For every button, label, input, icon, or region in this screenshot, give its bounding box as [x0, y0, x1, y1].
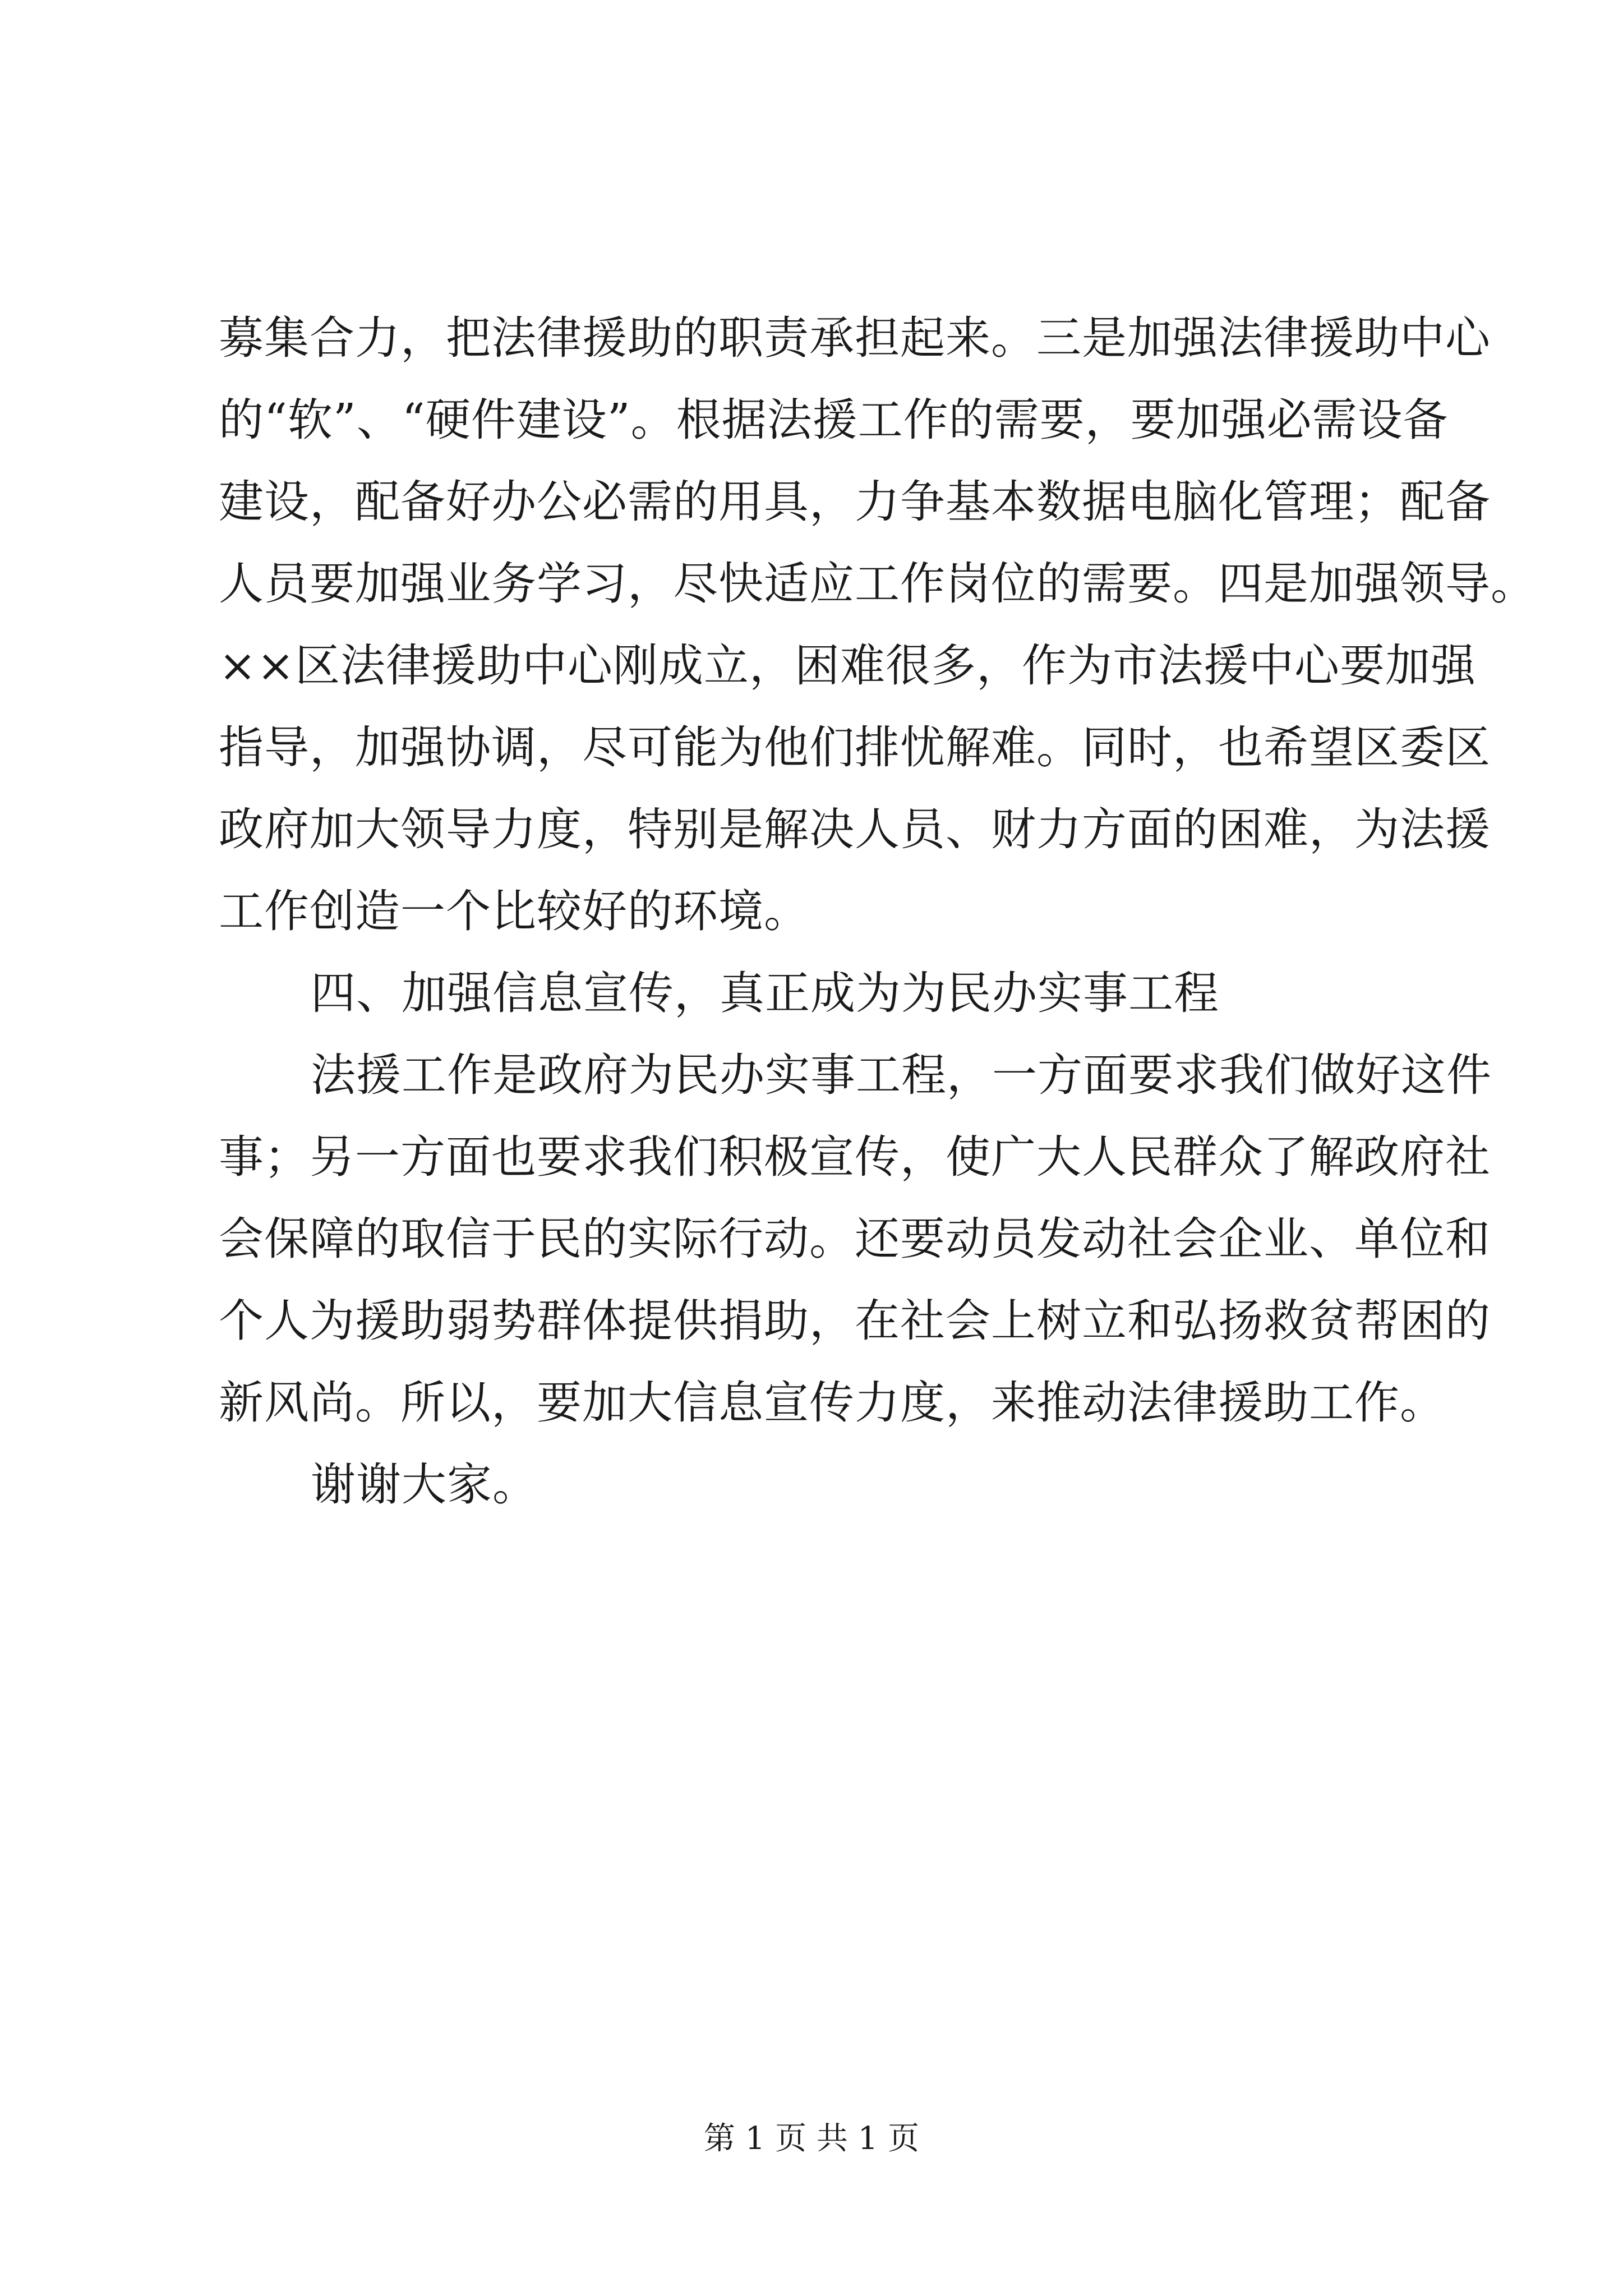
text-line: 建设，配备好办公必需的用具，力争基本数据电脑化管理；配备 [219, 476, 1491, 528]
section-heading: 四、加强信息宣传，真正成为为民办实事工程 [311, 967, 1219, 1019]
text-line: 指导，加强协调，尽可能为他们排忧解难。同时，也希望区委区 [219, 721, 1491, 774]
text-line: 法援工作是政府为民办实事工程，一方面要求我们做好这件 [311, 1049, 1492, 1101]
text-line: 募集合力，把法律援助的职责承担起来。三是加强法律援助中心 [219, 312, 1491, 364]
text-line: 会保障的取信于民的实际行动。还要动员发动社会企业、单位和 [219, 1213, 1491, 1265]
text-line: 政府加大领导力度，特别是解决人员、财力方面的困难，为法援 [219, 803, 1491, 855]
text-line: 事；另一方面也要求我们积极宣传，使广大人民群众了解政府社 [219, 1131, 1491, 1183]
body-text [219, 297, 1536, 1526]
closing-line: 谢谢大家。 [311, 1458, 538, 1511]
text-line: 人员要加强业务学习，尽快适应工作岗位的需要。四是加强领导。 [219, 558, 1536, 610]
text-line: 工作创造一个比较好的环境。 [219, 885, 809, 937]
text-line: 的“软”、“硬件建设”。根据法援工作的需要，要加强必需设备 [219, 394, 1449, 446]
text-line: ××区法律援助中心刚成立，困难很多，作为市法援中心要加强 [219, 639, 1477, 692]
text-line: 新风尚。所以，要加大信息宣传力度，来推动法律援助工作。 [219, 1377, 1445, 1429]
text-line: 个人为援助弱势群体提供捐助，在社会上树立和弘扬救贫帮困的 [219, 1295, 1491, 1347]
page-footer: 第 1 页 共 1 页 [703, 2120, 920, 2157]
